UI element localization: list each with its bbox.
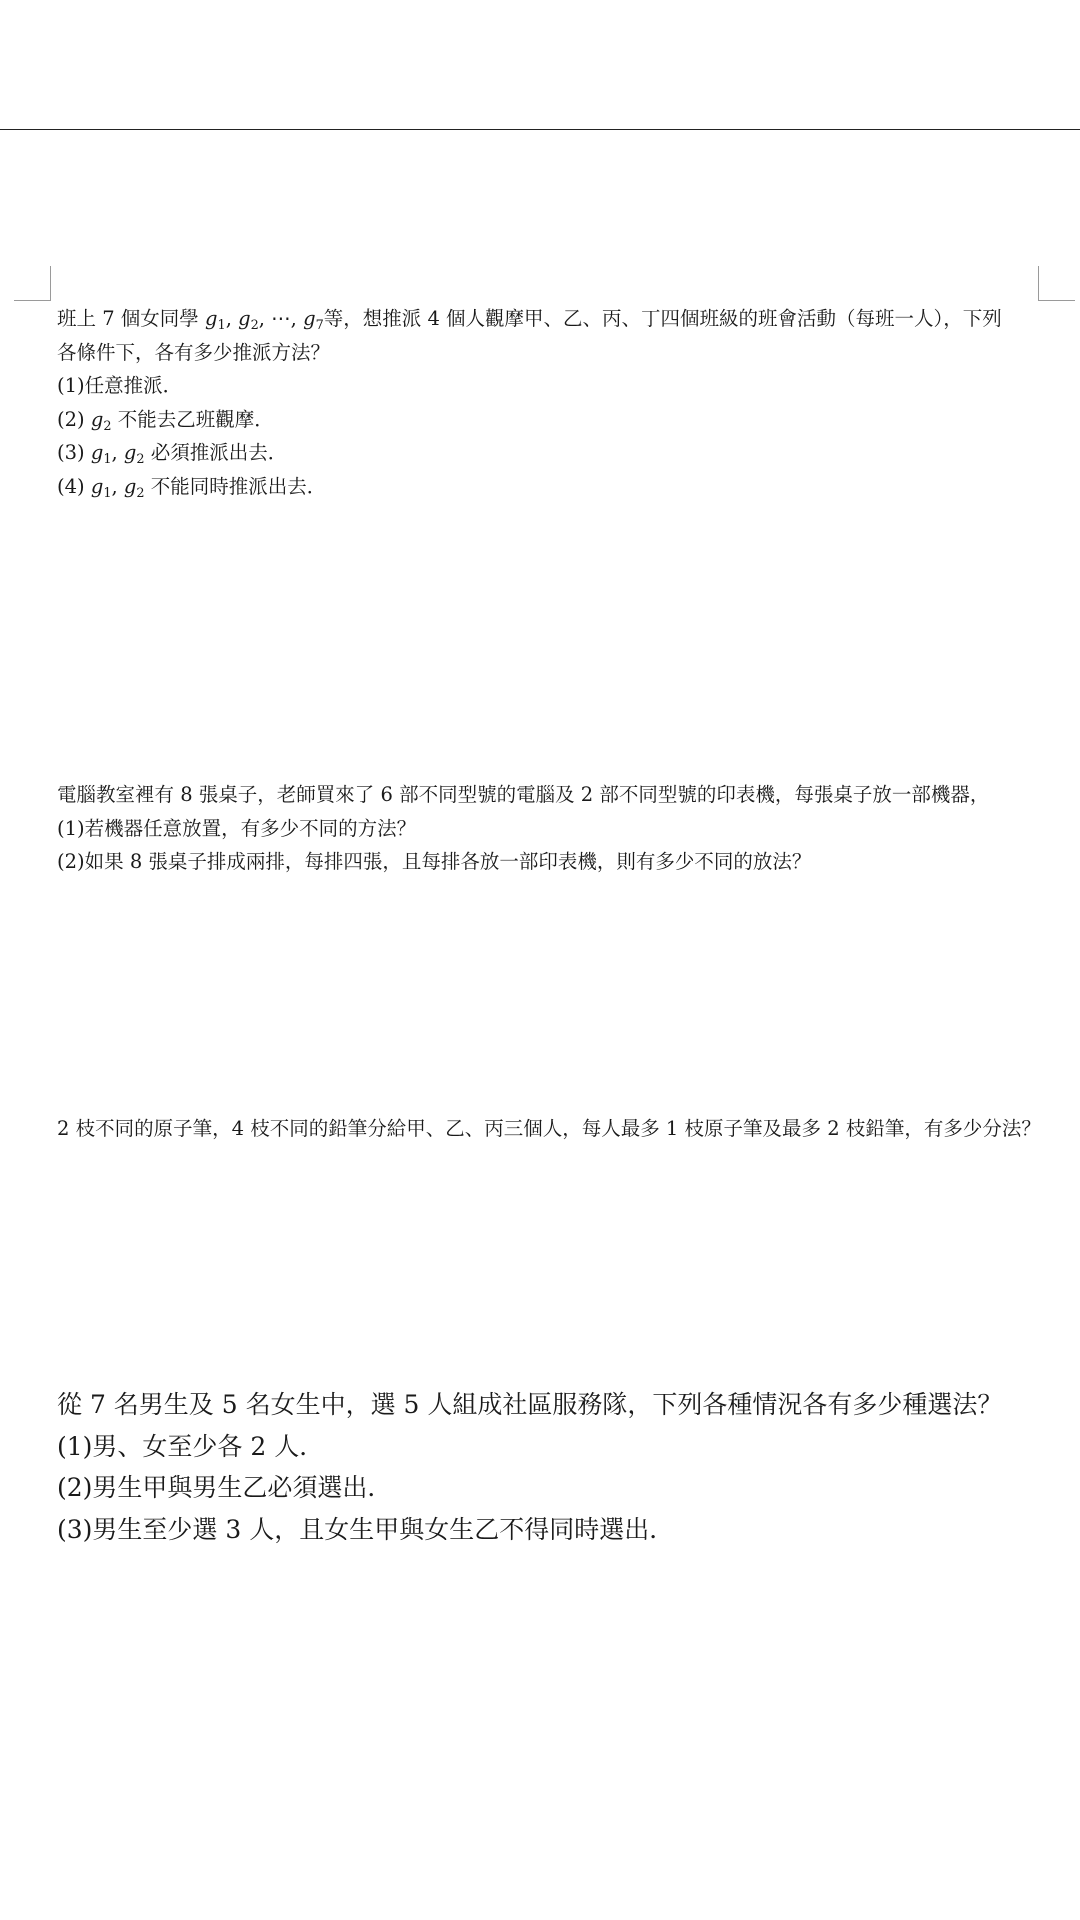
question-1 xyxy=(57,302,1042,503)
question-1-item-4: (4) $g_1$, $g_2$ 不能同時推派出去． xyxy=(57,474,327,501)
crop-mark-right xyxy=(1038,266,1075,301)
question-4 xyxy=(57,1384,1042,1550)
question-2-line-1: 電腦教室裡有 8 張桌子，老師買來了 6 部不同型號的電腦及 2 部不同型號的印表機，每張桌子放一部機器， xyxy=(57,783,990,806)
header-rule xyxy=(0,129,1080,130)
question-2-item-1: (1)若機器任意放置，有多少不同的方法？ xyxy=(57,816,417,840)
question-2-item-2: (2)如果 8 張桌子排成兩排，每排四張，且每排各放一部印表機，則有多少不同的放法？ xyxy=(57,850,812,873)
question-1-line-2: 各條件下，各有多少推派方法？ xyxy=(57,340,331,364)
question-1-item-1: (1)任意推派． xyxy=(57,374,183,397)
question-3 xyxy=(57,1112,1042,1146)
crop-mark-left xyxy=(14,266,51,301)
question-4-item-1: (1)男、女至少各 2 人． xyxy=(57,1431,325,1461)
question-4-line-1: 從 7 名男生及 5 名女生中，選 5 人組成社區服務隊，下列各種情況各有多少種選法？ xyxy=(57,1390,1003,1419)
question-4-item-2: (2)男生甲與男生乙必須選出． xyxy=(57,1473,393,1502)
question-3-line-1: 2 枝不同的原子筆，4 枝不同的鉛筆分給甲、乙、丙三個人，每人最多 1 枝原子筆及最多 2 枝鉛筆，有多少分法？ xyxy=(57,1117,1041,1140)
question-2 xyxy=(57,778,1042,879)
question-1-item-3: (3) $g_1$, $g_2$ 必須推派出去． xyxy=(57,441,288,468)
question-1-item-2: (2) $g_2$ 不能去乙班觀摩． xyxy=(57,407,274,434)
question-1-line-1: 班上 7 個女同學 $g_1$, $g_2$, ⋯, $g_7$等，想推派 4 個人觀摩甲、乙、丙、丁四個班級的班會活動（每班一人），下列 xyxy=(57,307,1002,334)
question-4-item-3: (3)男生至少選 3 人，且女生甲與女生乙不得同時選出． xyxy=(57,1514,675,1544)
